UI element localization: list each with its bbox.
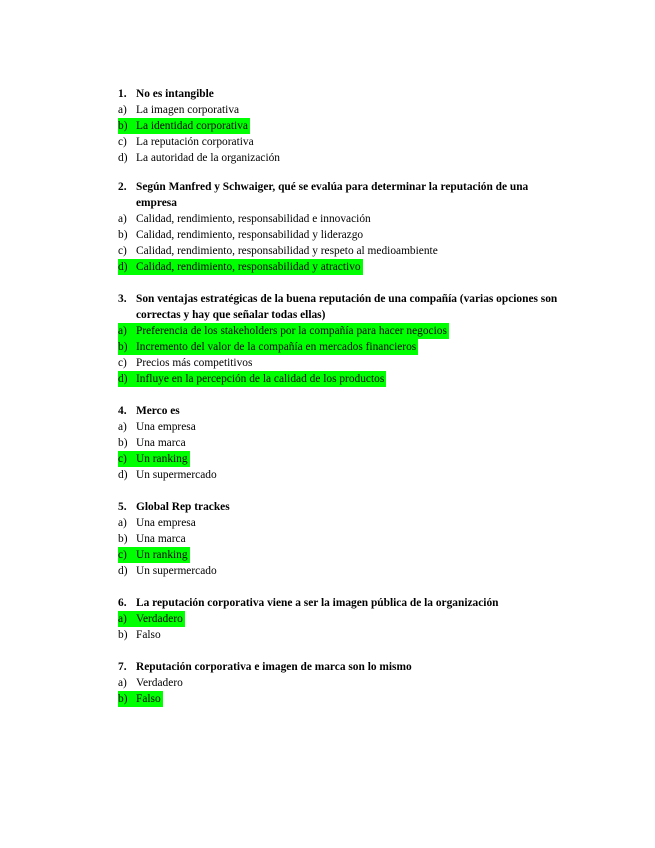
question-text: Según Manfred y Schwaiger, qué se evalúa para determinar la reputación de una empresa bbox=[136, 181, 529, 209]
option-c bbox=[118, 451, 570, 467]
option-a bbox=[118, 515, 570, 531]
option-body-highlighted bbox=[118, 118, 250, 134]
option-a bbox=[118, 102, 570, 118]
question-2 bbox=[118, 179, 570, 275]
option-letter: b) bbox=[118, 533, 128, 545]
question-number: 2. bbox=[118, 181, 127, 193]
option-text: Influye en la percepción de la calidad de los productos bbox=[136, 373, 385, 385]
option-body bbox=[118, 515, 198, 531]
option-body-highlighted bbox=[118, 339, 418, 355]
option-text: La reputación corporativa bbox=[136, 136, 254, 148]
question-7 bbox=[118, 659, 570, 707]
question-number: 4. bbox=[118, 405, 127, 417]
option-c bbox=[118, 243, 570, 259]
option-text: Una empresa bbox=[136, 421, 196, 433]
option-letter: a) bbox=[118, 325, 127, 337]
option-a bbox=[118, 323, 570, 339]
question-heading bbox=[118, 403, 570, 419]
option-b bbox=[118, 691, 570, 707]
option-letter: c) bbox=[118, 357, 127, 369]
option-letter: b) bbox=[118, 629, 128, 641]
option-letter: a) bbox=[118, 517, 127, 529]
option-b bbox=[118, 531, 570, 547]
option-text: La imagen corporativa bbox=[136, 104, 240, 116]
option-body bbox=[118, 627, 163, 643]
question-3 bbox=[118, 291, 570, 387]
option-text: Verdadero bbox=[136, 613, 183, 625]
option-d bbox=[118, 371, 570, 387]
option-letter: a) bbox=[118, 213, 127, 225]
question-6 bbox=[118, 595, 570, 643]
option-body bbox=[118, 227, 365, 243]
option-body-highlighted bbox=[118, 259, 363, 275]
question-text: No es intangible bbox=[136, 88, 214, 100]
question-number: 5. bbox=[118, 501, 127, 513]
question-heading bbox=[118, 179, 570, 211]
option-body-highlighted bbox=[118, 611, 185, 627]
option-b bbox=[118, 227, 570, 243]
option-c bbox=[118, 547, 570, 563]
option-body-highlighted bbox=[118, 371, 386, 387]
option-b bbox=[118, 339, 570, 355]
option-text: Una marca bbox=[136, 533, 186, 545]
option-text: Calidad, rendimiento, responsabilidad y liderazgo bbox=[136, 229, 364, 241]
question-text: Merco es bbox=[136, 405, 180, 417]
option-text: Calidad, rendimiento, responsabilidad e innovación bbox=[136, 213, 371, 225]
option-text: Verdadero bbox=[136, 677, 183, 689]
options-list bbox=[118, 211, 570, 275]
option-b bbox=[118, 435, 570, 451]
option-text: Un ranking bbox=[136, 549, 188, 561]
option-body bbox=[118, 355, 254, 371]
option-text: Incremento del valor de la compañía en mercados financieros bbox=[136, 341, 417, 353]
option-a bbox=[118, 419, 570, 435]
option-letter: b) bbox=[118, 229, 128, 241]
options-list bbox=[118, 102, 570, 166]
option-letter: a) bbox=[118, 104, 127, 116]
option-body bbox=[118, 243, 440, 259]
option-text: Un ranking bbox=[136, 453, 188, 465]
option-text: Un supermercado bbox=[136, 565, 217, 577]
option-letter: d) bbox=[118, 261, 128, 273]
option-text: Falso bbox=[136, 629, 161, 641]
option-body bbox=[118, 150, 282, 166]
question-heading bbox=[118, 659, 570, 675]
question-5 bbox=[118, 499, 570, 579]
option-d bbox=[118, 259, 570, 275]
option-body bbox=[118, 102, 241, 118]
option-text: Un supermercado bbox=[136, 469, 217, 481]
option-body bbox=[118, 435, 188, 451]
option-a bbox=[118, 675, 570, 691]
question-number: 6. bbox=[118, 597, 127, 609]
option-body bbox=[118, 134, 256, 150]
option-text: Calidad, rendimiento, responsabilidad y atractivo bbox=[136, 261, 361, 273]
question-text: La reputación corporativa viene a ser la imagen pública de la organización bbox=[136, 597, 499, 609]
question-heading bbox=[118, 291, 570, 323]
option-body-highlighted bbox=[118, 323, 449, 339]
option-letter: b) bbox=[118, 341, 128, 353]
option-text: La autoridad de la organización bbox=[136, 152, 281, 164]
option-body bbox=[118, 419, 198, 435]
option-text: Falso bbox=[136, 693, 161, 705]
question-heading bbox=[118, 86, 570, 102]
option-body-highlighted bbox=[118, 691, 163, 707]
question-text: Global Rep trackes bbox=[136, 501, 230, 513]
option-letter: a) bbox=[118, 677, 127, 689]
option-b bbox=[118, 627, 570, 643]
option-letter: b) bbox=[118, 120, 128, 132]
option-text: Calidad, rendimiento, responsabilidad y respeto al medioambiente bbox=[136, 245, 438, 257]
option-letter: c) bbox=[118, 453, 127, 465]
options-list bbox=[118, 611, 570, 643]
option-letter: c) bbox=[118, 245, 127, 257]
options-list bbox=[118, 323, 570, 387]
question-4 bbox=[118, 403, 570, 483]
option-text: Preferencia de los stakeholders por la compañía para hacer negocios bbox=[136, 325, 447, 337]
option-body bbox=[118, 563, 219, 579]
option-text: Una empresa bbox=[136, 517, 196, 529]
question-heading bbox=[118, 499, 570, 515]
options-list bbox=[118, 675, 570, 707]
option-letter: c) bbox=[118, 136, 127, 148]
option-body-highlighted bbox=[118, 547, 190, 563]
question-number: 3. bbox=[118, 293, 127, 305]
option-body bbox=[118, 675, 185, 691]
option-text: Una marca bbox=[136, 437, 186, 449]
option-letter: d) bbox=[118, 469, 128, 481]
option-text: La identidad corporativa bbox=[136, 120, 248, 132]
question-text: Reputación corporativa e imagen de marca son lo mismo bbox=[136, 661, 412, 673]
options-list bbox=[118, 515, 570, 579]
option-letter: b) bbox=[118, 437, 128, 449]
option-letter: b) bbox=[118, 693, 128, 705]
options-list bbox=[118, 419, 570, 483]
option-body bbox=[118, 467, 219, 483]
option-b bbox=[118, 118, 570, 134]
option-body bbox=[118, 211, 373, 227]
option-c bbox=[118, 355, 570, 371]
option-letter: d) bbox=[118, 373, 128, 385]
option-d bbox=[118, 467, 570, 483]
option-body-highlighted bbox=[118, 451, 190, 467]
option-letter: d) bbox=[118, 565, 128, 577]
question-number: 7. bbox=[118, 661, 127, 673]
option-text: Precios más competitivos bbox=[136, 357, 253, 369]
option-body bbox=[118, 531, 188, 547]
question-text: Son ventajas estratégicas de la buena reputación de una compañía (varias opciones son correctas y hay que señalar todas ellas) bbox=[136, 293, 558, 321]
option-letter: a) bbox=[118, 421, 127, 433]
question-heading bbox=[118, 595, 570, 611]
option-a bbox=[118, 611, 570, 627]
option-letter: d) bbox=[118, 152, 128, 164]
option-a bbox=[118, 211, 570, 227]
option-c bbox=[118, 134, 570, 150]
question-number: 1. bbox=[118, 88, 127, 100]
option-letter: c) bbox=[118, 549, 127, 561]
option-d bbox=[118, 150, 570, 166]
option-d bbox=[118, 563, 570, 579]
question-1 bbox=[118, 86, 570, 166]
option-letter: a) bbox=[118, 613, 127, 625]
